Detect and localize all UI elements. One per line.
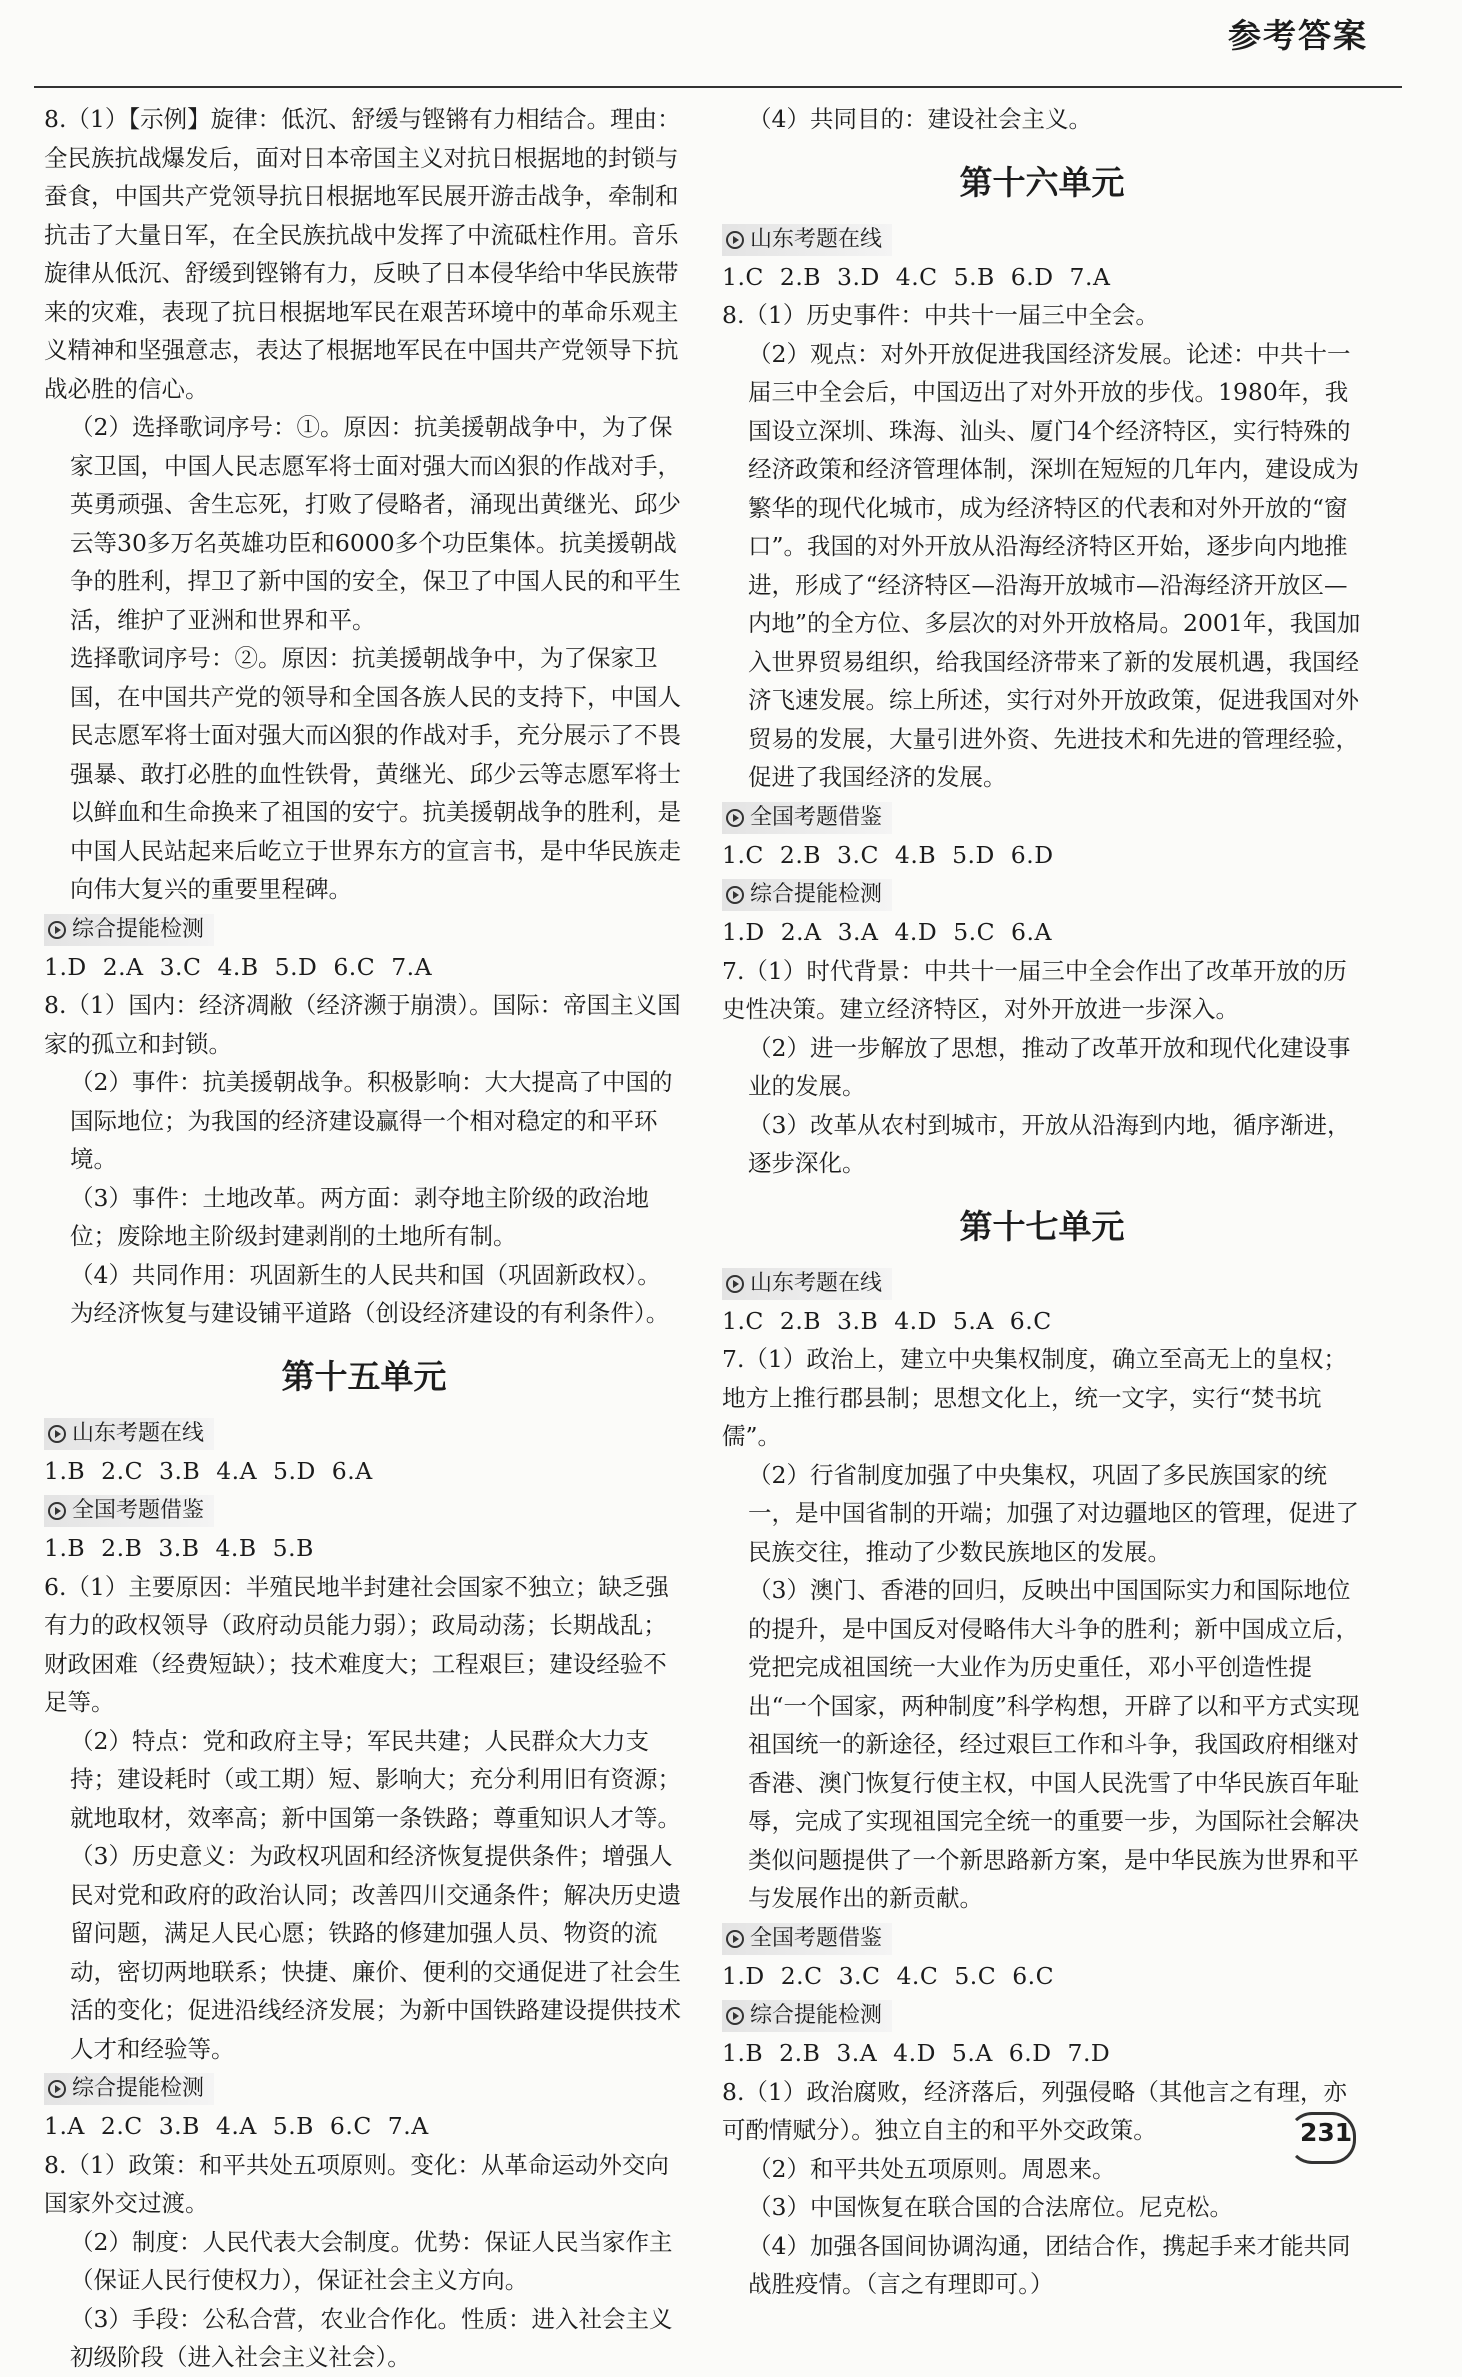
unit-heading: 第十五单元 [281, 1356, 447, 1396]
answer-paragraph: 7.（1）时代背景：中共十一届三中全会作出了改革开放的历史性决策。建立经济特区，对外开放进一步深入。 [722, 956, 1347, 1023]
section-label: 全国考题借鉴 [44, 1495, 214, 1527]
section-label: 山东考题在线 [44, 1418, 214, 1450]
choice-answers: 1.A 2.C 3.B 4.A 5.B 6.C 7.A [44, 2112, 429, 2140]
play-arrow-icon [726, 231, 744, 249]
play-arrow-icon [48, 1425, 66, 1443]
choice-answers: 1.B 2.B 3.B 4.B 5.B [44, 1534, 314, 1562]
page-ring-icon [1288, 2112, 1356, 2164]
play-arrow-icon [726, 1930, 744, 1948]
play-arrow-icon [726, 886, 744, 904]
answer-paragraph: 8.（1）政治腐败，经济落后，列强侵略（其他言之有理，亦可酌情赋分）。独立自主的和平外交政策。 [722, 2077, 1347, 2144]
answer-paragraph: （2）进一步解放了思想，推动了改革开放和现代化建设事业的发展。 [748, 1033, 1351, 1100]
answer-paragraph: （3）历史意义：为政权巩固和经济恢复提供条件；增强人民对党和政府的政治认同；改善四川交通条件；解决历史遗留问题，满足人民心愿；铁路的修建加强人员、物资的流动，密切两地联系；快捷、廉价、便利的交通促进了社会生活的变化；促进沿线经济发展；为新中国铁路建设提供技术人才和经验等。 [70, 1842, 681, 2063]
answer-paragraph: （3）事件：土地改革。两方面：剥夺地主阶级的政治地位；废除地主阶级封建剥削的土地所有制。 [70, 1183, 649, 1250]
choice-answers: 1.D 2.A 3.C 4.B 5.D 6.C 7.A [44, 952, 433, 981]
play-arrow-icon [48, 2080, 66, 2098]
answer-paragraph: （3）手段：公私合营，农业合作化。性质：进入社会主义初级阶段（进入社会主义社会）。 [70, 2304, 673, 2371]
play-arrow-icon [726, 1275, 744, 1293]
play-arrow-icon [726, 2007, 744, 2025]
header-rule [34, 86, 1402, 88]
choice-answers: 1.D 2.C 3.C 4.C 5.C 6.C [722, 1961, 1055, 1990]
right-column [722, 100, 1362, 2304]
play-arrow-icon [48, 921, 66, 939]
page-number: 231 [1300, 2118, 1352, 2147]
section-label: 全国考题借鉴 [722, 802, 892, 834]
left-column [44, 100, 684, 2377]
answer-paragraph: （2）和平共处五项原则。周恩来。 [748, 2154, 1116, 2183]
answer-paragraph: （2）事件：抗美援朝战争。积极影响：大大提高了中国的国际地位；为我国的经济建设赢得一个相对稳定的和平环境。 [70, 1068, 673, 1173]
section-label: 全国考题借鉴 [722, 1923, 892, 1955]
play-arrow-icon [48, 1502, 66, 1520]
choice-answers: 1.D 2.A 3.A 4.D 5.C 6.A [722, 918, 1052, 946]
section-label: 山东考题在线 [722, 1268, 892, 1300]
play-arrow-icon [726, 809, 744, 827]
header-title: 参考答案 [1228, 16, 1368, 55]
answer-paragraph: 选择歌词序号：②。原因：抗美援朝战争中，为了保家卫国，在中国共产党的领导和全国各族人民的支持下，中国人民志愿军将士面对强大而凶狠的作战对手，充分展示了不畏强暴、敢打必胜的血性铁骨，黄继光、邱少云等志愿军将士以鲜血和生命换来了祖国的安宁。抗美援朝战争的胜利，是中国人民站起来后屹立于世界东方的宣言书，是中华民族走向伟大复兴的重要里程碑。 [70, 644, 681, 903]
answer-paragraph: （4）共同目的：建设社会主义。 [748, 105, 1092, 133]
answer-paragraph: （2）选择歌词序号：①。原因：抗美援朝战争中，为了保家卫国，中国人民志愿军将士面对强大而凶狠的作战对手，英勇顽强、舍生忘死，打败了侵略者，涌现出黄继光、邱少云等30多万名英雄功臣和6000多个功臣集体。抗美援朝战争的胜利，捍卫了新中国的安全，保卫了中国人民的和平生活，维护了亚洲和世界和平。 [70, 413, 681, 634]
choice-answers: 1.C 2.B 3.B 4.D 5.A 6.C [722, 1306, 1052, 1335]
answer-paragraph: 8.（1）政策：和平共处五项原则。变化：从革命运动外交向国家外交过渡。 [44, 2150, 669, 2217]
section-label: 综合提能检测 [722, 879, 892, 911]
answer-paragraph: 8.（1）历史事件：中共十一届三中全会。 [722, 301, 1159, 329]
unit-heading: 第十七单元 [959, 1206, 1125, 1246]
answer-paragraph: （2）观点：对外开放促进我国经济发展。论述：中共十一届三中全会后，中国迈出了对外开放的步伐。1980年，我国设立深圳、珠海、汕头、厦门4个经济特区，实行特殊的经济政策和经济管理体制，深圳在短短的几年内，建设成为繁华的现代化城市，成为经济特区的代表和对外开放的“窗口”。我国的对外开放从沿海经济特区开始，逐步向内地推进，形成了“经济特区—沿海开放城市—沿海经济开放区—内地”的全方位、多层次的对外开放格局。2001年，我国加入世界贸易组织，给我国经济带来了新的发展机遇，我国经济飞速发展。综上所述，实行对外开放政策，促进我国对外贸易的发展，大量引进外资、先进技术和先进的管理经验，促进了我国经济的发展。 [748, 339, 1361, 791]
unit-heading: 第十六单元 [959, 162, 1125, 202]
answer-paragraph: （3）澳门、香港的回归，反映出中国国际实力和国际地位的提升，是中国反对侵略伟大斗争的胜利；新中国成立后，党把完成祖国统一大业作为历史重任，邓小平创造性提出“一个国家，两种制度”科学构想，开辟了以和平方式实现祖国统一的新途径，经过艰巨工作和斗争，我国政府相继对香港、澳门恢复行使主权，中国人民洗雪了中华民族百年耻辱，完成了实现祖国完全统一的重要一步，为国际社会解决类似问题提供了一个新思路新方案，是中华民族为世界和平与发展作出的新贡献。 [748, 1576, 1360, 1912]
answer-paragraph: （2）制度：人民代表大会制度。优势：保证人民当家作主（保证人民行使权力），保证社会主义方向。 [70, 2227, 673, 2294]
page-header [0, 0, 1462, 88]
answer-paragraph: （4）加强各国间协调沟通，团结合作，携起手来才能共同战胜疫情。（言之有理即可。） [748, 2231, 1351, 2298]
section-label: 综合提能检测 [722, 2000, 892, 2032]
section-label: 山东考题在线 [722, 224, 892, 256]
answer-paragraph: （2）特点：党和政府主导；军民共建；人民群众大力支持；建设耗时（或工期）短、影响大；充分利用旧有资源；就地取材，效率高；新中国第一条铁路；尊重知识人才等。 [70, 1726, 681, 1832]
answer-paragraph: 8.（1）【示例】旋律：低沉、舒缓与铿锵有力相结合。理由：全民族抗战爆发后，面对日本帝国主义对抗日根据地的封锁与蚕食，中国共产党领导抗日根据地军民展开游击战争，牵制和抗击了大量日军，在全民族抗战中发挥了中流砥柱作用。音乐旋律从低沉、舒缓到铿锵有力，反映了日本侵华给中华民族带来的灾难，表现了抗日根据地军民在艰苦环境中的革命乐观主义精神和坚强意志，表达了根据地军民在中国共产党领导下抗战必胜的信心。 [44, 105, 681, 403]
section-label: 综合提能检测 [44, 914, 214, 946]
choice-answers: 1.C 2.B 3.C 4.B 5.D 6.D [722, 840, 1054, 869]
choice-answers: 1.C 2.B 3.D 4.C 5.B 6.D 7.A [722, 262, 1111, 291]
answer-paragraph: 7.（1）政治上，建立中央集权制度，确立至高无上的皇权；地方上推行郡县制；思想文化上，统一文字，实行“焚书坑儒”。 [722, 1345, 1347, 1450]
choice-answers: 1.B 2.C 3.B 4.A 5.D 6.A [44, 1456, 373, 1485]
answer-paragraph: （4）共同作用：巩固新生的人民共和国（巩固新政权）。为经济恢复与建设铺平道路（创设经济建设的有利条件）。 [70, 1260, 670, 1327]
section-label: 综合提能检测 [44, 2073, 214, 2105]
answer-paragraph: （2）行省制度加强了中央集权，巩固了多民族国家的统一，是中国省制的开端；加强了对边疆地区的管理，促进了民族交往，推动了少数民族地区的发展。 [748, 1460, 1359, 1566]
answer-paragraph: 8.（1）国内：经济凋敝（经济濒于崩溃）。国际：帝国主义国家的孤立和封锁。 [44, 991, 681, 1058]
choice-answers: 1.B 2.B 3.A 4.D 5.A 6.D 7.D [722, 2039, 1111, 2067]
answer-paragraph: 6.（1）主要原因：半殖民地半封建社会国家不独立；缺乏强有力的政权领导（政府动员能力弱）；政局动荡；长期战乱；财政困难（经费短缺）；技术难度大；工程艰巨；建设经验不足等。 [44, 1572, 669, 1716]
answer-paragraph: （3）中国恢复在联合国的合法席位。尼克松。 [748, 2193, 1233, 2221]
answer-paragraph: （3）改革从农村到城市，开放从沿海到内地，循序渐进，逐步深化。 [748, 1110, 1351, 1177]
